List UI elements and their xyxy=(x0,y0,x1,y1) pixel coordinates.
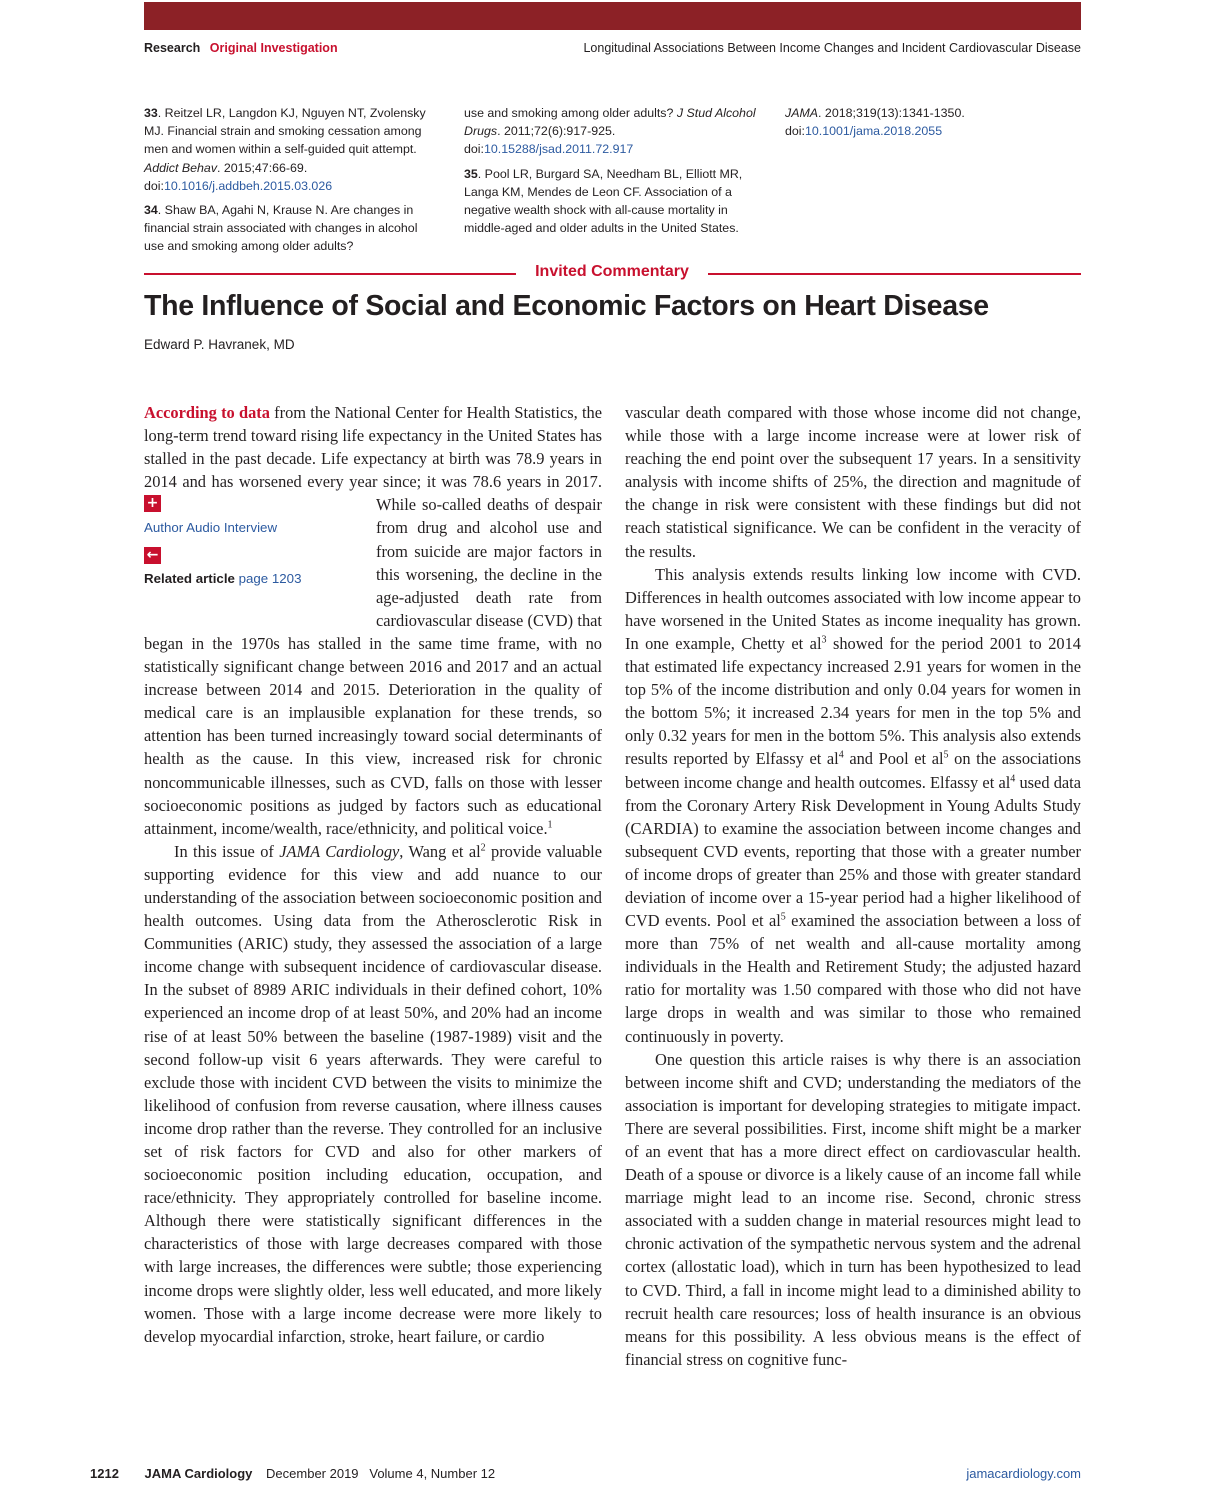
journal-header-bar xyxy=(144,2,1081,30)
related-article-label: Related article xyxy=(144,571,239,587)
running-title: Longitudinal Associations Between Income Changes and Incident Cardiovascular Disease xyxy=(583,41,1081,55)
paragraph-2-continued: vascular death compared with those whose income did not change, while those with a large income increase were at lower risk of reaching the end point over the subsequent 17 years. In a sensitivity analysis with income shifts of 25%, the direction and magnitude of the change in risk were consistent with these findings but did not reach statistical significance. We can be confident in the veracity of the results. xyxy=(625,403,1081,561)
related-article-page-link[interactable]: page 1203 xyxy=(238,571,302,587)
commentary-type-label: Invited Commentary xyxy=(535,263,689,280)
citation: 3 xyxy=(821,634,827,646)
author-audio-interview-link[interactable]: Author Audio Interview xyxy=(144,520,278,536)
journal-name-inline: JAMA Cardiology xyxy=(279,841,400,861)
lead-in: According to data xyxy=(144,403,270,422)
divider-right xyxy=(708,273,1081,275)
article-title: The Influence of Social and Economic Factors on Heart Disease xyxy=(144,290,989,322)
arrow-left-icon: ← xyxy=(144,547,161,564)
body-column-right xyxy=(625,401,1081,1371)
citation: 5 xyxy=(943,749,949,761)
article-author: Edward P. Havranek, MD xyxy=(144,337,295,352)
page-number: 1212 xyxy=(90,1466,119,1481)
category-label: Original Investigation xyxy=(209,41,338,55)
citation: 4 xyxy=(838,749,844,761)
paragraph-2: In this issue of JAMA Cardiology, Wang et $al^2$ provide valuable supporting evidence for this view and add nuance to our understanding of the association between socioeconomic position and health outcomes. Using data from the Atherosclerotic Risk in Communities (ARIC) study, they assessed the association of a large income change with subsequent incidence of cardiovascular disease. In the subset of 8989 ARIC individuals in their defined cohort, 10% experienced an income drop of at least 50%, and 20% had an income rise of at least 50% between the baseline (1987-1989) visit and the second follow-up visit 6 years afterwards. They were careful to exclude those with incident CVD between the visits to minimize the likelihood of confusion from reverse causation, where illness causes income drop rather than the reverse. They controlled for an inclusive set of risk factors for CVD and also for other markers of socioeconomic position including education, occupation, and race/ethnicity. They appropriately controlled for baseline income. Although there were statistically significant differences in the characteristics of those with large decreases compared with those with large increases, the differences were subtle; those experiencing income drops were slightly older, less well educated, and more likely women. Those with a large income decrease were more likely to develop myocardial infarction, stroke, heart failure, or cardio xyxy=(144,841,602,1346)
reference-34: 34. Shaw BA, Agahi N, Krause N. Are changes in financial strain associated with changes in alcohol use and smoking among older adults? xyxy=(144,203,418,254)
citation-1: 1 xyxy=(547,819,553,831)
reference-33: 33. Reitzel LR, Langdon KJ, Nguyen NT, Zvolensky MJ. Financial strain and smoking cessation among men and women within a self-guided quit attempt. Addict Behav. 2015;47:66-69. doi:10.1016/j.addbeh.2015.03.026 xyxy=(144,106,426,193)
references-column-3: JAMA. 2018;319(13):1341-1350. doi:10.1001/jama.2018.2055 xyxy=(785,106,965,139)
paragraph-4: One question this article raises is why there is an association between income shift and CVD; understanding the mediators of the association is important for developing strategies to mitigate impact. There are several possibilities. First, income shift might be a marker of an event that has a more direct effect on cardiovascular health. Death of a spouse or divorce is a likely cause of an income fall while marriage might lead to an income rise. Second, chronic stress associated with a sudden change in material resources might lead to chronic activation of the sympathetic nervous system and the adrenal cortex (allostatic load), which in turn has been hypothesized to lead to CVD. Third, a fall in income might lead to a diminished ability to recruit health care resources; loss of health insurance is an obvious means for this possibility. A less obvious means is the effect of financial stress on cognitive func- xyxy=(625,1049,1081,1369)
citation: 5 xyxy=(780,911,786,923)
divider-left xyxy=(144,273,516,275)
related-article xyxy=(144,571,376,587)
references-column-1 xyxy=(144,104,444,262)
issue-info: December 2019 Volume 4, Number 12 xyxy=(266,1466,496,1481)
doi-link[interactable]: 10.15288/jsad.2011.72.917 xyxy=(483,142,634,157)
doi-link[interactable]: 10.1016/j.addbeh.2015.03.026 xyxy=(163,178,333,193)
citation-2: 2 xyxy=(480,842,486,854)
reference-35: 35. Pool LR, Burgard SA, Needham BL, Elliott MR, Langa KM, Mendes de Leon CF. Association of a negative wealth shock with all-cause mortality in middle-aged and older adults in the United States. xyxy=(464,166,743,236)
footer-left xyxy=(90,1466,495,1481)
paragraph-1-text-a: from the National Center for Health Statistics, the long-term trend toward rising life expectancy in the United States has stalled in the past decade. Life expectancy at birth was 78.9 years in 2014 and has worsened every year xyxy=(144,403,602,492)
paragraph-1-text-b: since; it was 78.6 years in 2017. While so-called deaths of despair from drug and alcohol use and from suicide are major factors in this worsening, the decline in the age-adjusted death rate from cardiovascular disease (CVD) that began in the 1970s has stalled in the same time frame, with no statistically significant change between 2016 and 2017 and an actual increase between 2014 and 2015. Deterioration in the quality of medical care is an implausible explanation for these trends, so attention has been turned increasingly toward social determinants of health as the cause. In this view, increased risk for chronic noncommunicable illnesses, such as CVD, falls on those with lesser socioeconomic positions as judged by factors such as educational attainment, income/wealth, race/ethnicity, and political voice. xyxy=(144,472,602,838)
doi-link[interactable]: 10.1001/jama.2018.2055 xyxy=(804,124,943,139)
paragraph-1 xyxy=(144,401,602,840)
body-column-left xyxy=(144,401,602,1348)
journal-name: JAMA Cardiology xyxy=(144,1466,253,1481)
running-header-left xyxy=(144,41,338,55)
journal-website-link[interactable]: jamacardiology.com xyxy=(966,1466,1081,1481)
paragraph-3: This analysis extends results linking low income with CVD. Differences in health outcomes associated with low income appear to have worsened in the United States as income inequality has grown. In one example, Chetty et $al^3$ showed for the period 2001 to 2014 that estimated life expectancy increased 2.91 years for women in the top 5% of the income distribution and only 0.04 years for women in the bottom 5%; it increased 2.34 years for men in the top 5% and only 0.32 years for men in the bottom 5%. This analysis also extends results reported by Elfassy et $al^4$ and Pool et $al^5$ on the associations between income change and health outcomes. Elfassy et $al^4$ used data from the Coronary Artery Risk Development in Young Adults Study (CARDIA) to examine the association between income changes and subsequent CVD events, reporting that those with a greater number of income drops of greater than 25% and those with greater standard deviation of income over a 15-year period had a higher likelihood of CVD events. Pool et $al^5$ examined the association between a loss of more than 75% of net wealth and all-cause mortality among individuals in the Health and Retirement Study; the adjusted hazard ratio for mortality was 1.50 compared with those who did not have large drops in wealth and was similar to those who remained continuously in poverty. xyxy=(625,564,1082,1046)
reference-34-continued: use and smoking among older adults? J Stud Alcohol Drugs. 2011;72(6):917-925. doi:10.15288/jsad.2011.72.917 35. Pool LR, Burgard SA, Needham BL, Elliott MR, Langa KM, Mendes de Leon CF. Association of a negative wealth shock with all-cause mortality in middle-aged and older adults in the United States. xyxy=(464,104,764,243)
plus-icon: + xyxy=(144,495,161,512)
citation: 4 xyxy=(1010,773,1016,785)
related-content-sidebar xyxy=(144,495,376,631)
section-label: Research xyxy=(144,41,201,55)
